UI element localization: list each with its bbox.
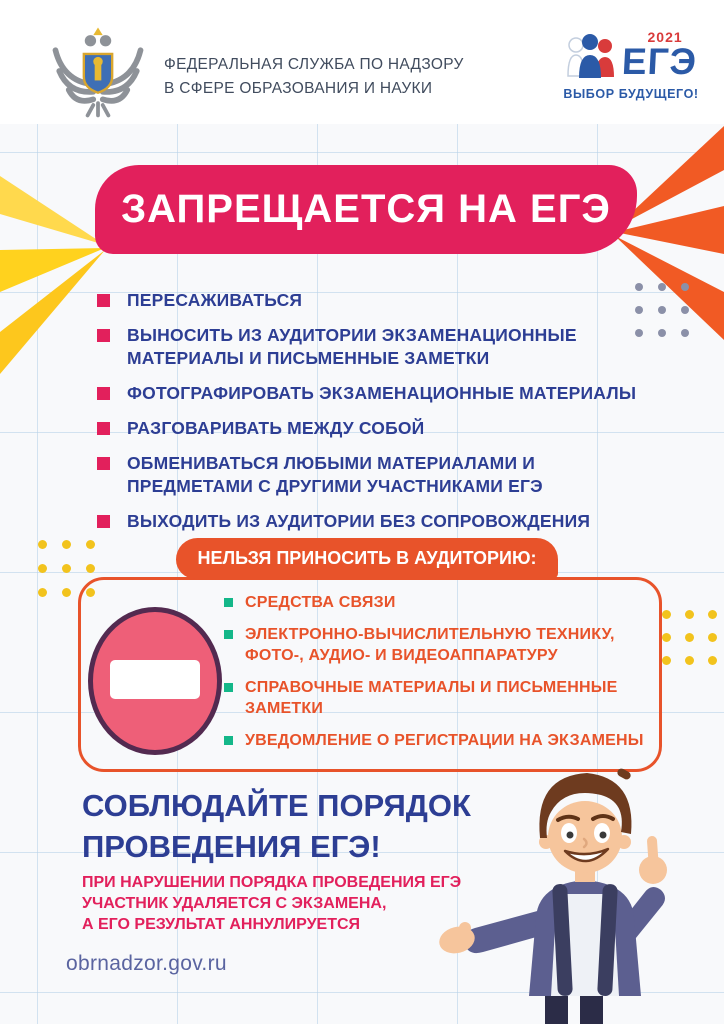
website-url: obrnadzor.gov.ru [66, 952, 227, 975]
square-bullet-icon [224, 630, 233, 639]
not-bring-list [224, 592, 644, 762]
no-entry-bar [110, 660, 200, 699]
dot [86, 564, 95, 573]
list-item-text: ПРЕДМЕТАМИ С ДРУГИМИ УЧАСТНИКАМИ ЕГЭ [127, 476, 543, 496]
list-item [97, 289, 637, 312]
dots-grid-gray [635, 283, 704, 352]
title-banner [95, 165, 637, 254]
ege-slogan: ВЫБОР БУДУЩЕГО! [563, 87, 699, 101]
dots-grid-yellow-left [38, 540, 110, 612]
not-bring-banner [176, 538, 558, 579]
list-item [224, 677, 644, 719]
square-bullet-icon [224, 598, 233, 607]
dot [86, 540, 95, 549]
footer-warning-line3: А ЕГО РЕЗУЛЬТАТ АННУЛИРУЕТСЯ [82, 916, 361, 933]
square-bullet-icon [97, 387, 110, 400]
list-item-text: ОБМЕНИВАТЬСЯ ЛЮБЫМИ МАТЕРИАЛАМИ И [127, 453, 536, 473]
footer-warning-line1: ПРИ НАРУШЕНИИ ПОРЯДКА ПРОВЕДЕНИЯ ЕГЭ [82, 874, 462, 891]
dot [635, 283, 643, 291]
list-item-text: ЭЛЕКТРОННО-ВЫЧИСЛИТЕЛЬНУЮ ТЕХНИКУ, [245, 626, 615, 643]
list-item-text: МАТЕРИАЛЫ И ПИСЬМЕННЫЕ ЗАМЕТКИ [127, 348, 490, 368]
dot [685, 656, 694, 665]
dot [708, 656, 717, 665]
dot [662, 610, 671, 619]
no-entry-icon [88, 607, 222, 755]
dot [685, 610, 694, 619]
dot [681, 306, 689, 314]
list-item-text: РАЗГОВАРИВАТЬ МЕЖДУ СОБОЙ [127, 418, 425, 438]
dot [681, 329, 689, 337]
list-item-text: ВЫХОДИТЬ ИЗ АУДИТОРИИ БЕЗ СОПРОВОЖДЕНИЯ [127, 511, 591, 531]
dot [38, 588, 47, 597]
not-bring-banner-text: НЕЛЬЗЯ ПРИНОСИТЬ В АУДИТОРИЮ: [197, 548, 537, 568]
footer-heading-line2: ПРОВЕДЕНИЯ ЕГЭ! [82, 829, 381, 864]
square-bullet-icon [97, 329, 110, 342]
list-item-text: СПРАВОЧНЫЕ МАТЕРИАЛЫ И ПИСЬМЕННЫЕ [245, 679, 618, 696]
list-item [97, 382, 637, 405]
square-bullet-icon [97, 457, 110, 470]
agency-name-line1: ФЕДЕРАЛЬНАЯ СЛУЖБА ПО НАДЗОРУ [164, 56, 464, 73]
list-item [224, 592, 644, 613]
dot [662, 633, 671, 642]
ege-logo [552, 30, 710, 101]
dot [86, 588, 95, 597]
prohibited-list [97, 289, 637, 545]
list-item [97, 510, 637, 533]
list-item-text: УВЕДОМЛЕНИЕ О РЕГИСТРАЦИИ НА ЭКЗАМЕНЫ [245, 732, 644, 749]
list-item [224, 624, 644, 666]
ege-year: 2021 [647, 29, 683, 45]
list-item-text: ЗАМЕТКИ [245, 700, 324, 717]
dot [62, 564, 71, 573]
list-item-text: ВЫНОСИТЬ ИЗ АУДИТОРИИ ЭКЗАМЕНАЦИОННЫЕ [127, 325, 577, 345]
dot [635, 306, 643, 314]
list-item [97, 452, 637, 498]
agency-name [164, 53, 464, 101]
square-bullet-icon [97, 294, 110, 307]
student-illustration [405, 742, 724, 1024]
dot [62, 588, 71, 597]
ege-title: ЕГЭ [620, 41, 698, 82]
dot [38, 540, 47, 549]
list-item-text: ФОТОГРАФИРОВАТЬ ЭКЗАМЕНАЦИОННЫЕ МАТЕРИАЛЫ [127, 383, 637, 403]
dot [685, 633, 694, 642]
rosobrnadzor-emblem-icon [46, 24, 150, 118]
dots-grid-yellow-right [662, 610, 724, 679]
dot [38, 564, 47, 573]
square-bullet-icon [97, 422, 110, 435]
header [0, 0, 724, 124]
footer-warning-line2: УЧАСТНИК УДАЛЯЕТСЯ С ЭКЗАМЕНА, [82, 895, 387, 912]
dot [658, 306, 666, 314]
dot [708, 633, 717, 642]
list-item [97, 324, 637, 370]
square-bullet-icon [97, 515, 110, 528]
list-item-text: ФОТО-, АУДИО- И ВИДЕОАППАРАТУРУ [245, 647, 558, 664]
list-item [97, 417, 637, 440]
ege-people-icon [566, 30, 618, 84]
dot [681, 283, 689, 291]
list-item-text: ПЕРЕСАЖИВАТЬСЯ [127, 290, 303, 310]
agency-name-line2: В СФЕРЕ ОБРАЗОВАНИЯ И НАУКИ [164, 80, 433, 97]
dot [658, 283, 666, 291]
dot [662, 656, 671, 665]
square-bullet-icon [224, 683, 233, 692]
poster-title: ЗАПРЕЩАЕТСЯ НА ЕГЭ [121, 187, 611, 231]
dot [708, 610, 717, 619]
square-bullet-icon [224, 736, 233, 745]
dot [62, 540, 71, 549]
list-item-text: СРЕДСТВА СВЯЗИ [245, 594, 396, 611]
dot [635, 329, 643, 337]
dot [658, 329, 666, 337]
footer-heading-line1: СОБЛЮДАЙТЕ ПОРЯДОК [82, 788, 471, 823]
